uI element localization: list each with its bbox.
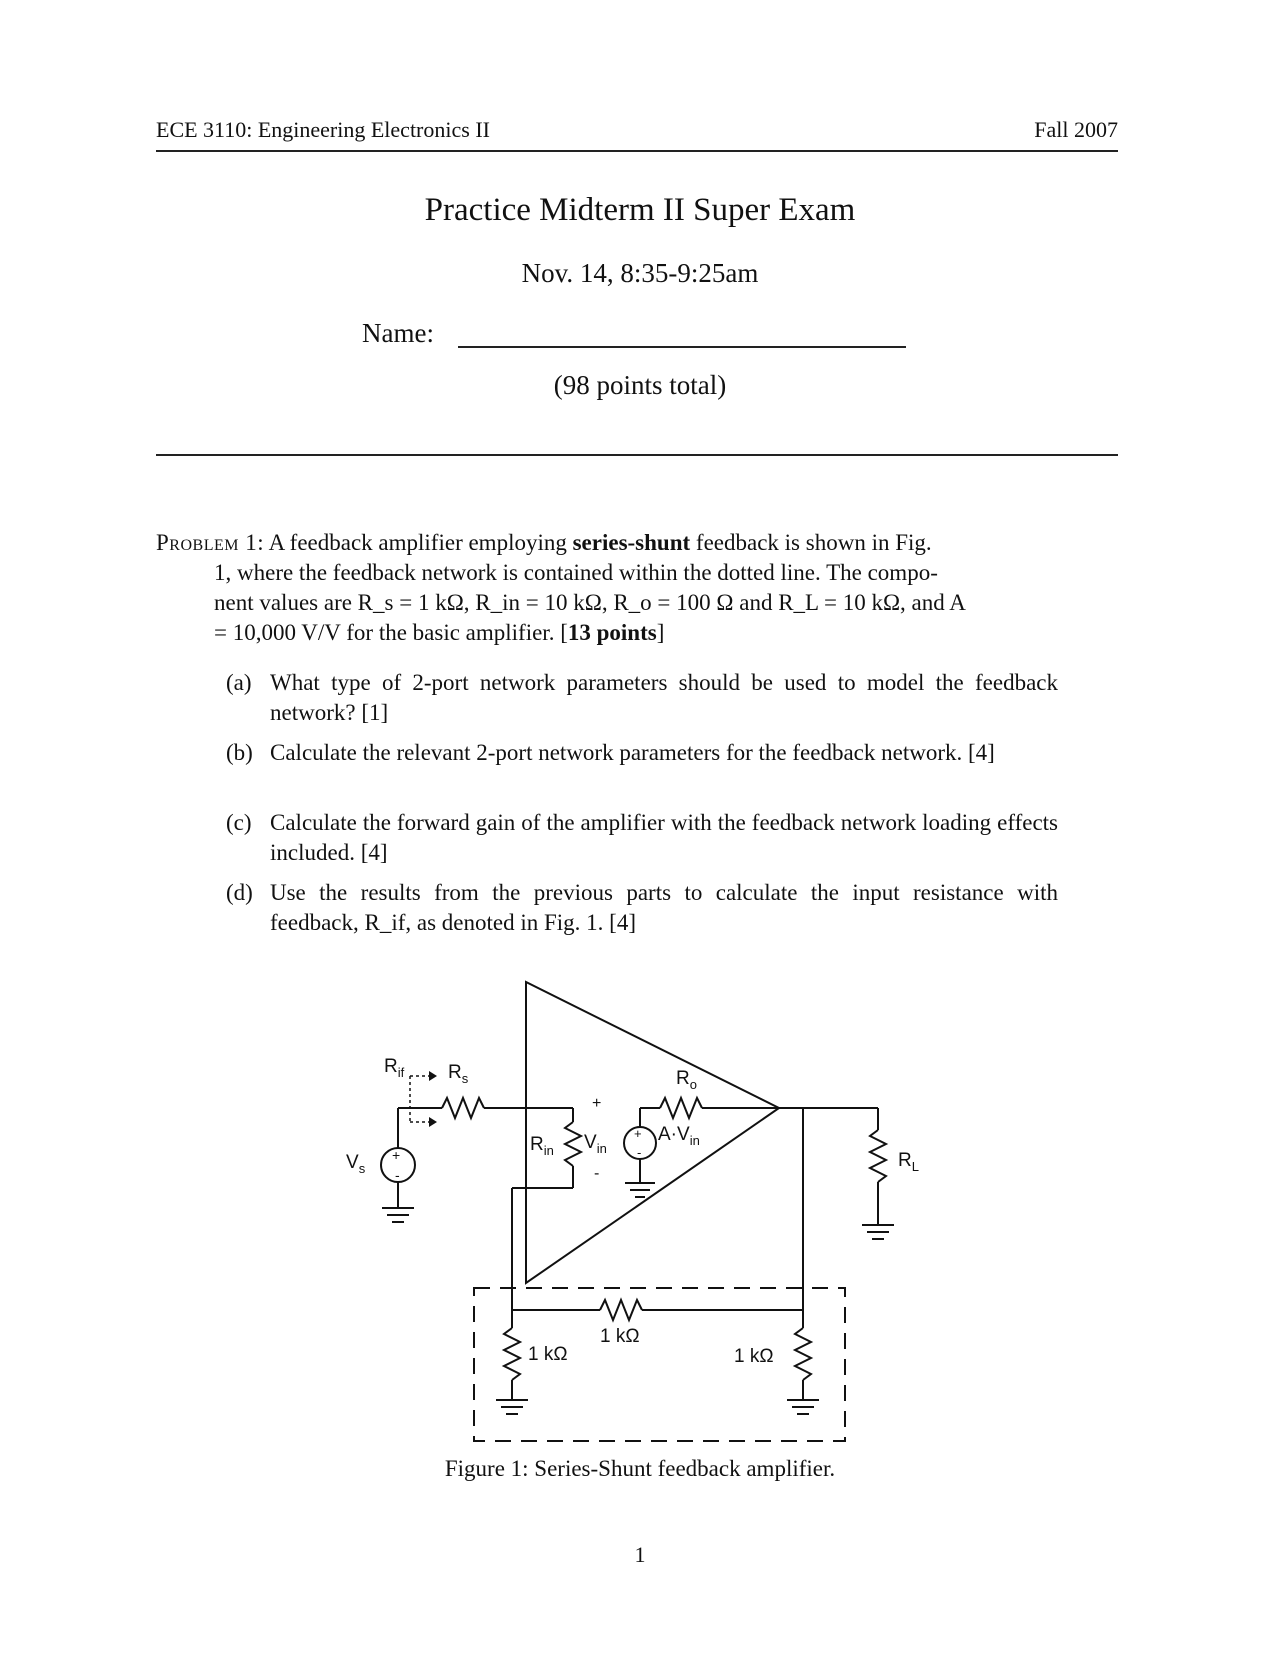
part-label: (a)	[226, 670, 252, 695]
label-vin: $V_{in}$	[584, 1132, 607, 1156]
page-number: 1	[634, 1542, 646, 1567]
problem1-heading: Problem 1:	[156, 530, 265, 555]
label-1k-top: 1 kΩ	[600, 1326, 640, 1347]
label-rin: $R_{in}$	[530, 1134, 554, 1158]
feedback-type: series-shunt	[572, 530, 691, 555]
problem1-line3: nent values are R_s = 1 kΩ, R_in = 10 kΩ, R_o = 100 Ω and R_L = 10 kΩ, and A	[214, 590, 966, 615]
label-avin: $A\cdot V_{in}$	[658, 1124, 700, 1148]
feedback-resistor-left	[504, 1328, 520, 1380]
rl-resistor	[870, 1130, 886, 1182]
points-total: (98 points total)	[553, 370, 727, 400]
exam-date: Nov. 14, 8:35-9:25am	[521, 258, 759, 288]
feedback-resistor-right	[795, 1328, 811, 1380]
vin-minus: -	[594, 1165, 600, 1182]
label-ro: $R_o$	[676, 1068, 697, 1092]
arrowhead	[429, 1071, 437, 1081]
problem1-line2: 1, where the feedback network is contained within the dotted line. The compo-	[214, 560, 938, 585]
problem1-line4-a: = 10,000 V/V for the basic amplifier. [	[214, 620, 568, 645]
label-rs: $R_s$	[448, 1062, 469, 1086]
part-text: Calculate the forward gain of the amplifier with the feedback network loading effects included. [4]	[270, 810, 1058, 865]
vs-plus: +	[392, 1147, 401, 1163]
part-label: (c)	[226, 810, 252, 835]
label-rl: $R_L$	[898, 1150, 919, 1174]
problem1-points: 13 points	[567, 620, 657, 645]
course-title: ECE 3110: Engineering Electronics II	[156, 117, 490, 142]
problem1-line4-b: ]	[656, 620, 665, 645]
part-label: (d)	[226, 880, 253, 905]
part-text: Use the results from the previous parts to calculate the input resistance with feedback, R_if, as denoted in Fig. 1. [4]	[270, 880, 1058, 935]
rin-resistor	[565, 1122, 581, 1166]
problem1-intro-end: feedback is shown in Fig.	[690, 530, 932, 555]
vin-plus: +	[592, 1095, 602, 1112]
name-label: Name:	[362, 318, 434, 348]
part-text: Calculate the relevant 2-port network parameters for the feedback network. [4]	[270, 740, 995, 765]
part-label: (b)	[226, 740, 253, 765]
source-minus: -	[637, 1145, 642, 1160]
ro-resistor	[660, 1098, 702, 1118]
label-rif: $R_{if}$	[384, 1056, 405, 1080]
part-text: What type of 2-port network parameters should be used to model the feedback network? [1]	[270, 670, 1058, 725]
label-vs: $V_s$	[346, 1152, 366, 1176]
label-1k-right: 1 kΩ	[734, 1346, 774, 1367]
label-1k-left: 1 kΩ	[528, 1344, 568, 1365]
vs-minus: -	[395, 1167, 400, 1183]
arrowhead	[429, 1117, 437, 1127]
figure-caption: Figure 1: Series-Shunt feedback amplifier.	[444, 1456, 836, 1481]
source-plus: +	[634, 1126, 642, 1141]
term-label: Fall 2007	[1034, 117, 1118, 142]
exam-title: Practice Midterm II Super Exam	[424, 192, 856, 228]
problem1-intro: A feedback amplifier employing	[268, 530, 573, 555]
rs-resistor	[442, 1098, 484, 1118]
feedback-resistor-top	[600, 1300, 642, 1320]
